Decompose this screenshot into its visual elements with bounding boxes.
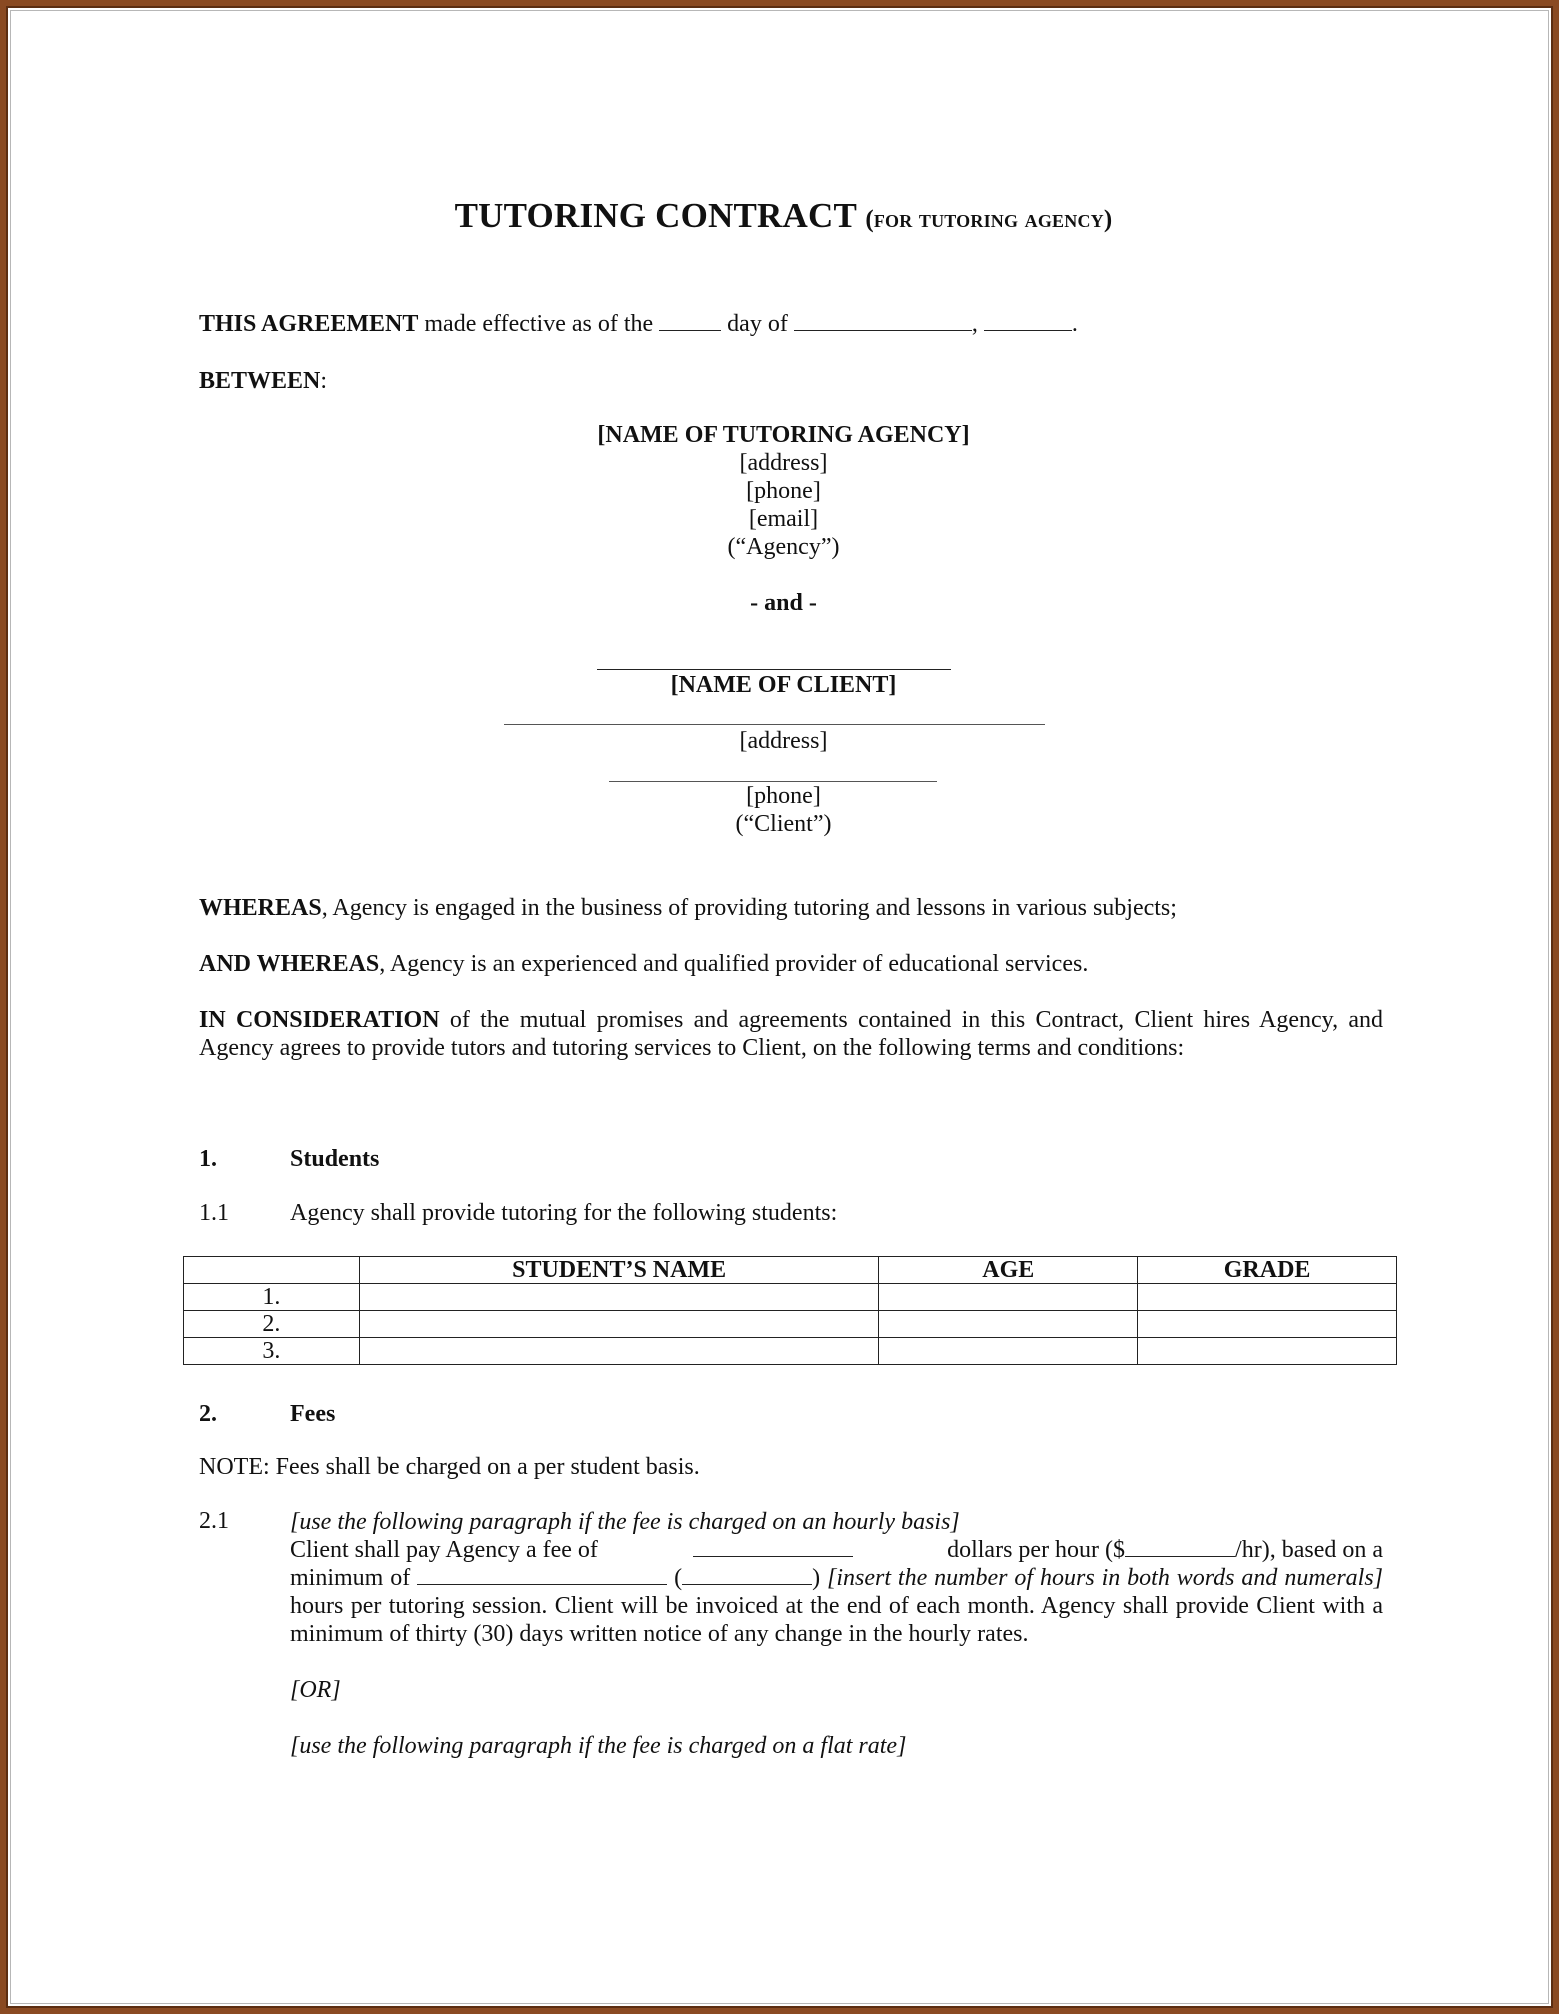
agreement-text-2: day of [727, 311, 788, 337]
section-2-heading: Fees [290, 1401, 336, 1427]
agency-alias: (“Agency”) [727, 534, 840, 560]
hours-numerals-blank[interactable] [682, 1564, 812, 1585]
whereas-1: WHEREAS, Agency is engaged in the business of providing tutoring and lessons in various subjects; [199, 895, 1177, 921]
table-row [184, 1284, 1397, 1311]
student-age-cell[interactable] [879, 1338, 1138, 1365]
agency-name: [NAME OF TUTORING AGENCY] [597, 422, 970, 448]
section-1-number: 1. [199, 1146, 217, 1172]
section-2-number: 2. [199, 1401, 217, 1427]
agency-block [11, 421, 1556, 561]
agreement-text-1: made effective as of the [424, 311, 654, 337]
title-sub: (for tutoring agency) [865, 206, 1113, 233]
header-grade: GRADE [1138, 1257, 1397, 1284]
table-row [184, 1311, 1397, 1338]
student-grade-cell[interactable] [1138, 1311, 1397, 1338]
client-alias: (“Client”) [735, 811, 832, 837]
consideration-clause: IN CONSIDERATION of the mutual promises and agreements contained in this Contract, Client hires Agency, and Agency agrees to provide tutors and tutoring services to Client, on the following terms and conditions: [199, 1007, 1383, 1061]
students-table [183, 1256, 1397, 1365]
row-number: 3. [184, 1338, 360, 1365]
agreement-period: . [1071, 311, 1078, 337]
agreement-line [199, 310, 1399, 338]
instruction-flat: [use the following paragraph if the fee is charged on a flat rate] [290, 1733, 907, 1759]
clause-1-1-number: 1.1 [199, 1200, 229, 1226]
agreement-comma: , [971, 311, 978, 337]
header-age: AGE [879, 1257, 1138, 1284]
whereas-2: AND WHEREAS, Agency is an experienced and qualified provider of educational services. [199, 951, 1089, 977]
row-number: 1. [184, 1284, 360, 1311]
document-title [11, 196, 1556, 236]
clause-2-1-body [290, 1508, 1383, 1760]
agency-email: [email] [748, 506, 819, 532]
between-label: BETWEEN: [199, 368, 328, 394]
fee-words-blank[interactable] [693, 1536, 853, 1557]
row-number: 2. [184, 1311, 360, 1338]
client-phone: [phone] [746, 783, 821, 809]
clause-1-1-text: Agency shall provide tutoring for the following students: [290, 1200, 838, 1226]
client-name-line[interactable] [597, 669, 951, 670]
document-page [10, 10, 1549, 2004]
table-row [184, 1338, 1397, 1365]
students-table-header [184, 1257, 1397, 1284]
agency-address: [address] [739, 450, 828, 476]
title-main: TUTORING CONTRACT [454, 196, 857, 235]
agency-phone: [phone] [746, 478, 821, 504]
fee-line-1: Client shall pay Agency a fee of dollars per hour ($ /hr), based on a [290, 1537, 1383, 1563]
student-grade-cell[interactable] [1138, 1284, 1397, 1311]
student-name-cell[interactable] [359, 1311, 879, 1338]
header-index [184, 1257, 360, 1284]
student-name-cell[interactable] [359, 1338, 879, 1365]
client-address-line[interactable] [504, 724, 1045, 725]
student-grade-cell[interactable] [1138, 1338, 1397, 1365]
or-marker: [OR] [290, 1677, 341, 1703]
instruction-hourly: [use the following paragraph if the fee is charged on an hourly basis] [290, 1509, 960, 1535]
year-blank[interactable] [984, 310, 1072, 331]
page-frame [6, 6, 1553, 2008]
student-age-cell[interactable] [879, 1284, 1138, 1311]
hours-words-blank[interactable] [417, 1564, 667, 1585]
student-age-cell[interactable] [879, 1311, 1138, 1338]
clause-2-1-number: 2.1 [199, 1508, 229, 1534]
client-name: [NAME OF CLIENT] [670, 672, 897, 698]
fees-note: NOTE: Fees shall be charged on a per student basis. [199, 1454, 700, 1480]
and-separator: - and - [750, 590, 817, 616]
agreement-lead: THIS AGREEMENT [199, 311, 419, 337]
section-1-heading: Students [290, 1146, 380, 1172]
day-blank[interactable] [659, 310, 721, 331]
fee-paragraph: minimum of ( ) [insert the number of hours in both words and numerals] hours per tutoring session. Client will be invoiced at the end of each month. Agency shall provide Client with a minimum of thirty (30) days written notice of any change in the hourly rates. [290, 1565, 1384, 1647]
client-address: [address] [739, 728, 828, 754]
student-name-cell[interactable] [359, 1284, 879, 1311]
fee-amount-blank[interactable] [1125, 1536, 1235, 1557]
header-student-name: STUDENT’S NAME [359, 1257, 879, 1284]
month-blank[interactable] [794, 310, 972, 331]
